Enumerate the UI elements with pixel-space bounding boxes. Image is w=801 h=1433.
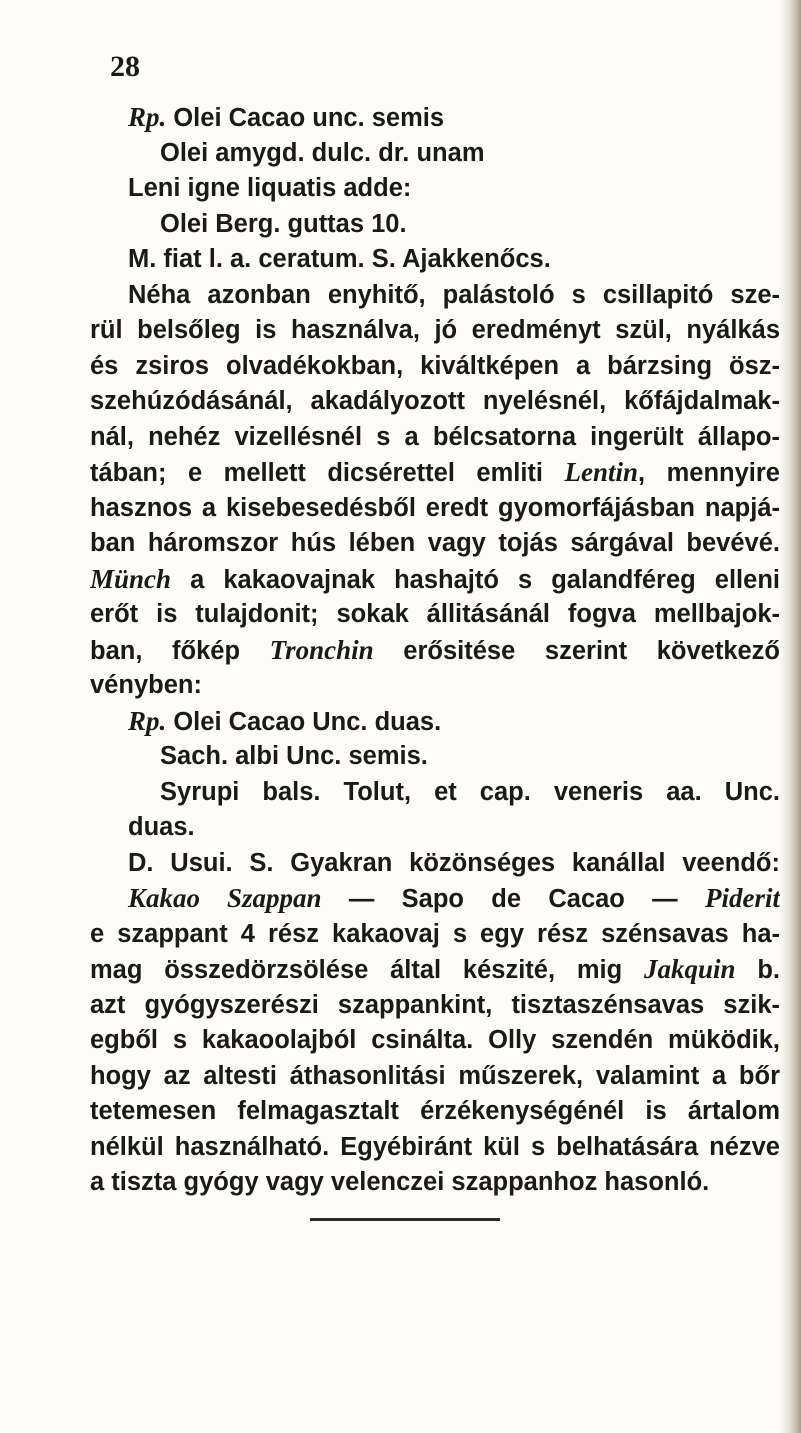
text-run: e szappant 4 rész kakaovaj s egy rész szénsavas ha-	[90, 919, 780, 948]
italic-name: Münch	[90, 563, 172, 594]
text-run: duas.	[128, 813, 195, 841]
text-line	[90, 952, 780, 988]
italic-name: Rp.	[128, 705, 167, 736]
text-line	[90, 100, 780, 136]
text-line	[90, 988, 780, 1024]
text-line	[90, 739, 780, 775]
text-run: rül belsőleg is használva, jó eredményt szül, nyálkás	[90, 316, 780, 344]
text-line	[90, 704, 780, 740]
text-line	[90, 810, 780, 846]
text-run: erőt is tulajdonit; sokak állitásánál fogva mellbajok-	[90, 600, 780, 628]
text-run: tetemesen felmagasztalt érzékenységénél is ártalom	[90, 1097, 780, 1125]
text-line	[90, 1059, 780, 1095]
text-run: a tiszta gyógy vagy velenczei szappanhoz hasonló.	[90, 1168, 710, 1196]
text-run: és zsiros olvadékokban, kiváltképen a bárzsing ösz-	[90, 351, 780, 380]
text-line	[90, 349, 780, 385]
text-line	[90, 1165, 780, 1201]
page-number: 28	[110, 50, 140, 83]
text-block	[90, 100, 780, 1201]
text-line	[90, 491, 780, 527]
text-line	[90, 775, 780, 811]
text-run: Olei Cacao Unc. duas.	[166, 707, 442, 736]
text-run: , mennyire	[638, 459, 780, 487]
text-line	[90, 278, 780, 314]
text-run: ban, főkép	[90, 636, 270, 665]
text-line	[90, 846, 780, 882]
text-run: szehúzódásánál, akadályozott nyelésnél, kőfájdalmak-	[90, 387, 780, 415]
text-run: Olei Berg. guttas 10.	[160, 209, 407, 238]
text-run: hasznos a kisebesedésből eredt gyomorfájásban napjá-	[90, 493, 780, 522]
text-run: M. fiat l. a. ceratum. S. Ajakkenőcs.	[128, 245, 551, 273]
italic-name: Lentin	[564, 457, 639, 487]
italic-name: Piderit	[705, 883, 780, 913]
text-run: egből s kakaoolajból csinálta. Olly szendén müködik,	[90, 1026, 780, 1054]
text-run: nélkül használható. Egyébiránt kül s belhatására nézve	[90, 1132, 780, 1161]
text-run: azt gyógyszerészi szappankint, tisztaszénsavas szik-	[90, 990, 780, 1019]
text-run: mag összedörzsölése által készité, mig	[90, 956, 644, 984]
text-line	[90, 1094, 780, 1130]
text-line	[90, 207, 780, 243]
text-run: ban háromszor hús lében vagy tojás sárgával bevévé.	[90, 529, 780, 557]
italic-name: Rp.	[128, 102, 167, 132]
text-run: Sach. albi Unc. semis.	[160, 742, 428, 770]
text-line	[90, 455, 780, 491]
text-line	[90, 384, 780, 420]
text-line	[90, 420, 780, 456]
italic-name: Jakquin	[643, 954, 736, 984]
text-line	[90, 1130, 780, 1166]
text-line	[90, 171, 780, 207]
italic-name: Kakao Szappan	[128, 883, 322, 913]
text-run: Néha azonban enyhitő, palástoló s csillapitó sze-	[128, 280, 780, 309]
text-line	[90, 668, 780, 704]
text-run: Olei Cacao unc. semis	[166, 104, 445, 132]
text-run: erősitése szerint következő	[373, 636, 780, 665]
text-line	[90, 917, 780, 953]
text-run: nál, nehéz vizellésnél s a bélcsatorna ingerült állapo-	[90, 422, 780, 451]
text-run: D. Usui. S. Gyakran közönséges kanállal veendő:	[128, 848, 780, 877]
text-line	[90, 597, 780, 633]
text-run: a kakaovajnak hashajtó s galandféreg elleni	[171, 565, 780, 594]
text-line	[90, 562, 780, 598]
text-run: hogy az altesti áthasonlitási műszerek, valamint a bőr	[90, 1061, 780, 1090]
text-run: Leni igne liquatis adde:	[128, 174, 412, 202]
text-line	[90, 313, 780, 349]
text-run: Olei amygd. dulc. dr. unam	[160, 138, 485, 167]
italic-name: Tronchin	[269, 634, 374, 665]
text-line	[90, 242, 780, 278]
text-line	[90, 881, 780, 917]
text-run: — Sapo de Cacao —	[321, 885, 705, 913]
text-line	[90, 633, 780, 669]
section-rule	[310, 1218, 500, 1221]
text-run: tában; e mellett dicsérettel emliti	[90, 459, 565, 487]
page-edge-shadow	[779, 0, 801, 1433]
text-line	[90, 136, 780, 172]
text-run: vényben:	[90, 671, 202, 699]
text-line	[90, 1023, 780, 1059]
text-run: b.	[735, 956, 780, 984]
text-line	[90, 526, 780, 562]
text-run: Syrupi bals. Tolut, et cap. veneris aa. Unc.	[160, 777, 780, 806]
